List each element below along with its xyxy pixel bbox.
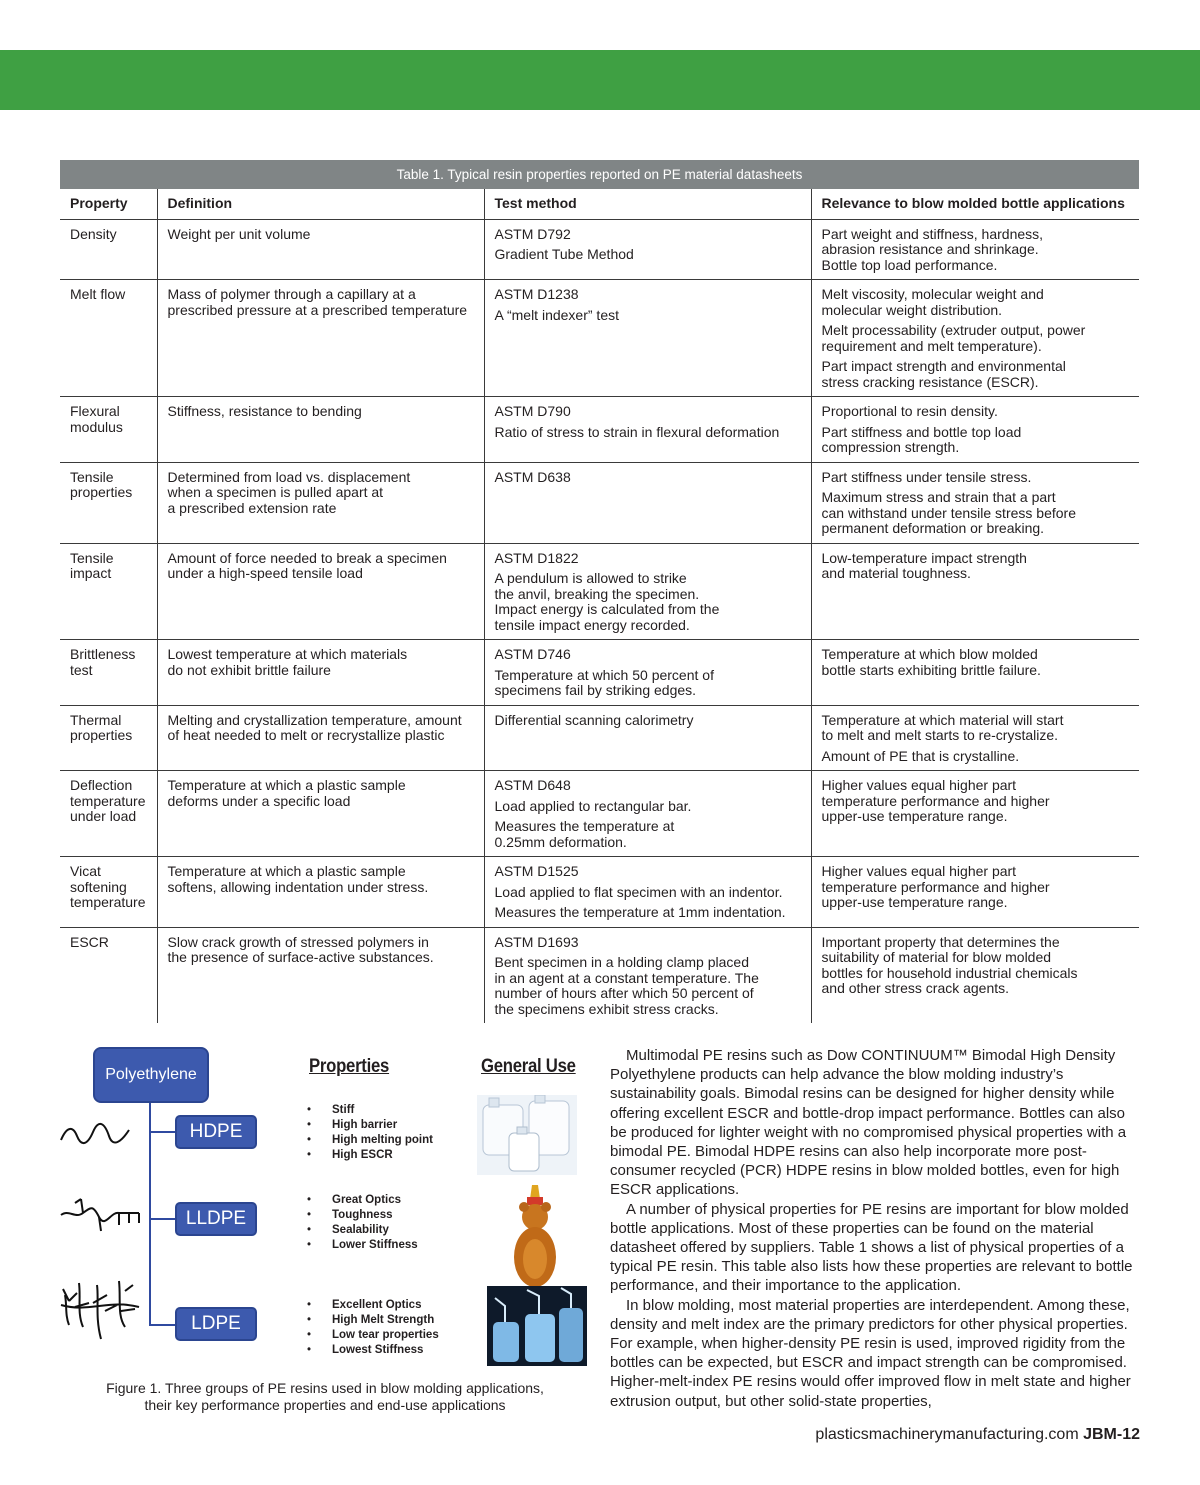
cell-property: [60, 640, 157, 706]
cell-text: Higher values equal higher part temperature performance and higher upper-use temperature range.: [821, 777, 1050, 824]
footer-site: plasticsmachinerymanufacturing.com: [815, 1426, 1079, 1443]
cell-relevance: [811, 462, 1139, 543]
cell-text: Temperature at which 50 percent of specimens fail by striking edges.: [494, 666, 714, 698]
cell-text: ASTM D1238: [494, 286, 579, 302]
branched-chain-icon: [59, 1195, 141, 1235]
list-item: • Lowest Stiffness: [307, 1343, 439, 1358]
cell-text: Ratio of stress to strain in flexural deformation: [494, 423, 780, 440]
cell-definition: [157, 462, 484, 543]
list-item: • High barrier: [307, 1118, 433, 1133]
cell-text: ASTM D1693: [494, 933, 579, 950]
cell-text: Amount of PE that is crystalline.: [821, 747, 1020, 764]
cell-relevance: [811, 640, 1139, 706]
cell-text: Amount of force needed to break a specimen under a high-speed tensile load: [167, 549, 447, 581]
cell-text: Load applied to rectangular bar.: [494, 797, 692, 814]
cell-text: ASTM D648: [494, 777, 571, 793]
table-body: [60, 219, 1139, 1023]
cell-definition: [157, 543, 484, 640]
list-item: • Sealability: [307, 1223, 418, 1238]
cell-test-method: [484, 705, 811, 771]
cell-test-method: [484, 397, 811, 463]
cell-property: [60, 543, 157, 640]
header-test-method: Test method: [484, 189, 811, 219]
cell-text: Tensile properties: [70, 468, 133, 500]
cell-text: Part stiffness under tensile stress.: [821, 468, 1032, 485]
cell-text: ASTM D790: [494, 403, 571, 419]
cell-text: Temperature at which a plastic sample deforms under a specific load: [167, 777, 406, 809]
cell-text: Thermal properties: [70, 711, 133, 743]
table-row: [60, 640, 1139, 706]
page-number: JBM-12: [1083, 1426, 1140, 1443]
list-item: • Great Optics: [307, 1193, 418, 1208]
list-item: • Low tear properties: [307, 1328, 439, 1343]
cell-text: Load applied to flat specimen with an indentor.: [494, 883, 783, 900]
cell-text: Proportional to resin density.: [821, 403, 998, 419]
list-item: • Toughness: [307, 1208, 418, 1223]
properties-heading: Properties: [309, 1056, 390, 1077]
cell-text: Important property that determines the suitability of material for blow molded bottles for household industrial chemicals and other stress crack agents.: [821, 933, 1078, 996]
cell-test-method: [484, 280, 811, 397]
cell-text: Differential scanning calorimetry: [494, 711, 694, 728]
cell-property: [60, 927, 157, 1023]
cell-text: Deflection temperature under load: [70, 777, 146, 824]
cell-text: Measures the temperature at 0.25mm deformation.: [494, 818, 675, 850]
lldpe-properties-list: [307, 1193, 418, 1253]
cell-test-method: [484, 857, 811, 928]
list-item: • High ESCR: [307, 1148, 433, 1163]
cell-definition: [157, 705, 484, 771]
table-row: [60, 927, 1139, 1023]
cell-text: A pendulum is allowed to strike the anvil, breaking the specimen. Impact energy is calculated from the tensile impact energy recorded.: [494, 570, 720, 633]
cell-test-method: [484, 640, 811, 706]
cell-relevance: [811, 397, 1139, 463]
cell-text: Part stiffness and bottle top load compression strength.: [821, 423, 1022, 455]
hdpe-jugs-photo: [477, 1095, 577, 1175]
cell-relevance: [811, 543, 1139, 640]
table-row: [60, 857, 1139, 928]
cell-text: Vicat softening temperature: [70, 863, 146, 910]
cell-relevance: [811, 927, 1139, 1023]
cell-test-method: [484, 927, 811, 1023]
cell-property: [60, 771, 157, 857]
article-text: [610, 1046, 1144, 1411]
cell-definition: [157, 219, 484, 280]
paragraph: In blow molding, most material properties are interdependent. Among these, density and melt index are the primary predictors for other physical properties. For example, when higher-density PE resin is used, improved rigidity from the bottles can be expected, but ESCR and impact strength can be compromised. Higher-melt-index PE resins would offer improved flow in melt state and higher extrusion output, but other solid-state properties,: [610, 1296, 1131, 1410]
cell-test-method: [484, 219, 811, 280]
cell-definition: [157, 771, 484, 857]
cell-text: Weight per unit volume: [167, 225, 311, 242]
hdpe-box: HDPE: [175, 1115, 257, 1149]
cell-text: Density: [70, 225, 117, 242]
table-row: [60, 771, 1139, 857]
cell-text: Brittleness test: [70, 646, 136, 678]
cell-test-method: [484, 543, 811, 640]
tree-connector-lldpe: [149, 1218, 175, 1220]
tree-connector-vertical: [149, 1103, 151, 1325]
cell-text: Measures the temperature at 1mm indentation.: [494, 904, 786, 920]
cell-definition: [157, 927, 484, 1023]
figure-caption: [55, 1380, 595, 1414]
header-property: Property: [60, 189, 157, 219]
tree-connector-hdpe: [149, 1131, 175, 1133]
cell-text: Mass of polymer through a capillary at a prescribed pressure at a prescribed temperature: [167, 286, 468, 318]
general-use-heading: General Use: [481, 1056, 576, 1077]
cell-text: ASTM D638: [494, 468, 571, 485]
cell-text: Higher values equal higher part temperature performance and higher upper-use temperature range.: [821, 863, 1050, 910]
table-row: [60, 462, 1139, 543]
cell-relevance: [811, 771, 1139, 857]
cell-relevance: [811, 219, 1139, 280]
cell-text: Gradient Tube Method: [494, 246, 634, 262]
cell-definition: [157, 857, 484, 928]
cell-definition: [157, 397, 484, 463]
properties-table: [60, 160, 1139, 1023]
cell-text: Melt viscosity, molecular weight and molecular weight distribution.: [821, 286, 1044, 318]
table-row: [60, 280, 1139, 397]
list-item: • High Melt Strength: [307, 1313, 439, 1328]
figure-caption-line-2: their key performance properties and end-use applications: [144, 1397, 506, 1413]
cell-text: Temperature at which a plastic sample softens, allowing indentation under stress.: [167, 863, 429, 895]
cell-text: ASTM D1822: [494, 549, 579, 566]
linear-chain-icon: [59, 1120, 131, 1150]
top-color-band: [0, 50, 1200, 110]
list-item: • Lower Stiffness: [307, 1238, 418, 1253]
cell-text: Temperature at which material will start to melt and melt starts to re-crystalize.: [821, 711, 1064, 743]
cell-test-method: [484, 462, 811, 543]
cell-text: ASTM D746: [494, 646, 571, 662]
table-row: [60, 543, 1139, 640]
polyethylene-box: Polyethylene: [93, 1047, 209, 1103]
cell-definition: [157, 280, 484, 397]
list-item: • Stiff: [307, 1103, 433, 1118]
cell-text: Lowest temperature at which materials do not exhibit brittle failure: [167, 646, 408, 678]
table-row: [60, 397, 1139, 463]
cell-relevance: [811, 857, 1139, 928]
table-title: Table 1. Typical resin properties reported on PE material datasheets: [60, 160, 1139, 189]
ldpe-properties-list: [307, 1298, 439, 1358]
paragraph: A number of physical properties for PE resins are important for blow molded bottle applications. Most of these properties can be found on the material datasheet offered by suppliers. Table 1 shows a list of physical properties of a typical PE resin. This table also lists how these properties are relevant to bottle performance, and their importance to the application.: [610, 1200, 1133, 1295]
header-definition: Definition: [157, 189, 484, 219]
table-row: [60, 219, 1139, 280]
figure-1: [55, 1040, 595, 1420]
cell-property: [60, 219, 157, 280]
cell-text: A “melt indexer” test: [494, 306, 619, 323]
table-header-row: [60, 189, 1139, 219]
lldpe-box: LLDPE: [175, 1202, 257, 1236]
cell-relevance: [811, 705, 1139, 771]
cell-text: Melt processability (extruder output, power requirement and melt temperature).: [821, 322, 1086, 354]
cell-text: ASTM D792: [494, 225, 571, 242]
tree-connector-ldpe: [149, 1324, 175, 1326]
cell-text: Determined from load vs. displacement when a specimen is pulled apart at a prescribed extension rate: [167, 468, 411, 516]
cell-text: Melt flow: [70, 286, 126, 302]
cell-property: [60, 462, 157, 543]
list-item: • Excellent Optics: [307, 1298, 439, 1313]
cell-text: Temperature at which blow molded bottle starts exhibiting brittle failure.: [821, 646, 1041, 678]
cell-text: ESCR: [70, 933, 109, 950]
cell-text: Low-temperature impact strength and material toughness.: [821, 549, 1027, 581]
paragraph: Multimodal PE resins such as Dow CONTINUUM™ Bimodal High Density Polyethylene products can help advance the blow molding industry’s sustainability goals. Bimodal resins can be designed for higher density while offering excellent ESCR and bottle-drop impact performance. Bottles can also be produced for lighter weight with no compromised physical properties with a bimodal PE. Bimodal HDPE resins can also help incorporate more post-consumer recycled (PCR) HDPE resins in blow molded bottles, even for high ESCR applications.: [610, 1047, 1127, 1199]
wash-bottles-photo: [487, 1286, 587, 1366]
cell-text: Part impact strength and environmental stress cracking resistance (ESCR).: [821, 358, 1066, 390]
cell-text: Bent specimen in a holding clamp placed in an agent at a constant temperature. The number of hours after which 50 percent of the specimens exhibit stress cracks.: [494, 954, 759, 1017]
header-relevance: Relevance to blow molded bottle applications: [811, 189, 1139, 219]
cell-property: [60, 280, 157, 397]
cell-property: [60, 397, 157, 463]
cell-text: Maximum stress and strain that a part can withstand under tensile stress before permanent deformation or breaking.: [821, 489, 1076, 536]
cell-property: [60, 857, 157, 928]
properties-table-grid: [60, 189, 1139, 1023]
ldpe-box: LDPE: [175, 1307, 257, 1341]
page-footer: [815, 1426, 1140, 1444]
highly-branched-chain-icon: [59, 1265, 141, 1345]
cell-text: Tensile impact: [70, 549, 114, 581]
cell-text: Stiffness, resistance to bending: [167, 403, 362, 419]
cell-text: Flexural modulus: [70, 403, 123, 435]
figure-caption-line-1: Figure 1. Three groups of PE resins used in blow molding applications,: [106, 1380, 544, 1396]
cell-text: Part weight and stiffness, hardness, abrasion resistance and shrinkage. Bottle top load performance.: [821, 225, 1044, 273]
cell-relevance: [811, 280, 1139, 397]
cell-property: [60, 705, 157, 771]
honey-bear-bottle-photo: [510, 1185, 560, 1290]
cell-test-method: [484, 771, 811, 857]
cell-text: Slow crack growth of stressed polymers in the presence of surface-active substances.: [167, 933, 434, 965]
table-row: [60, 705, 1139, 771]
list-item: • High melting point: [307, 1133, 433, 1148]
cell-text: ASTM D1525: [494, 863, 579, 879]
cell-definition: [157, 640, 484, 706]
cell-text: Melting and crystallization temperature, amount of heat needed to melt or recrystallize plastic: [167, 711, 462, 743]
hdpe-properties-list: [307, 1103, 433, 1163]
